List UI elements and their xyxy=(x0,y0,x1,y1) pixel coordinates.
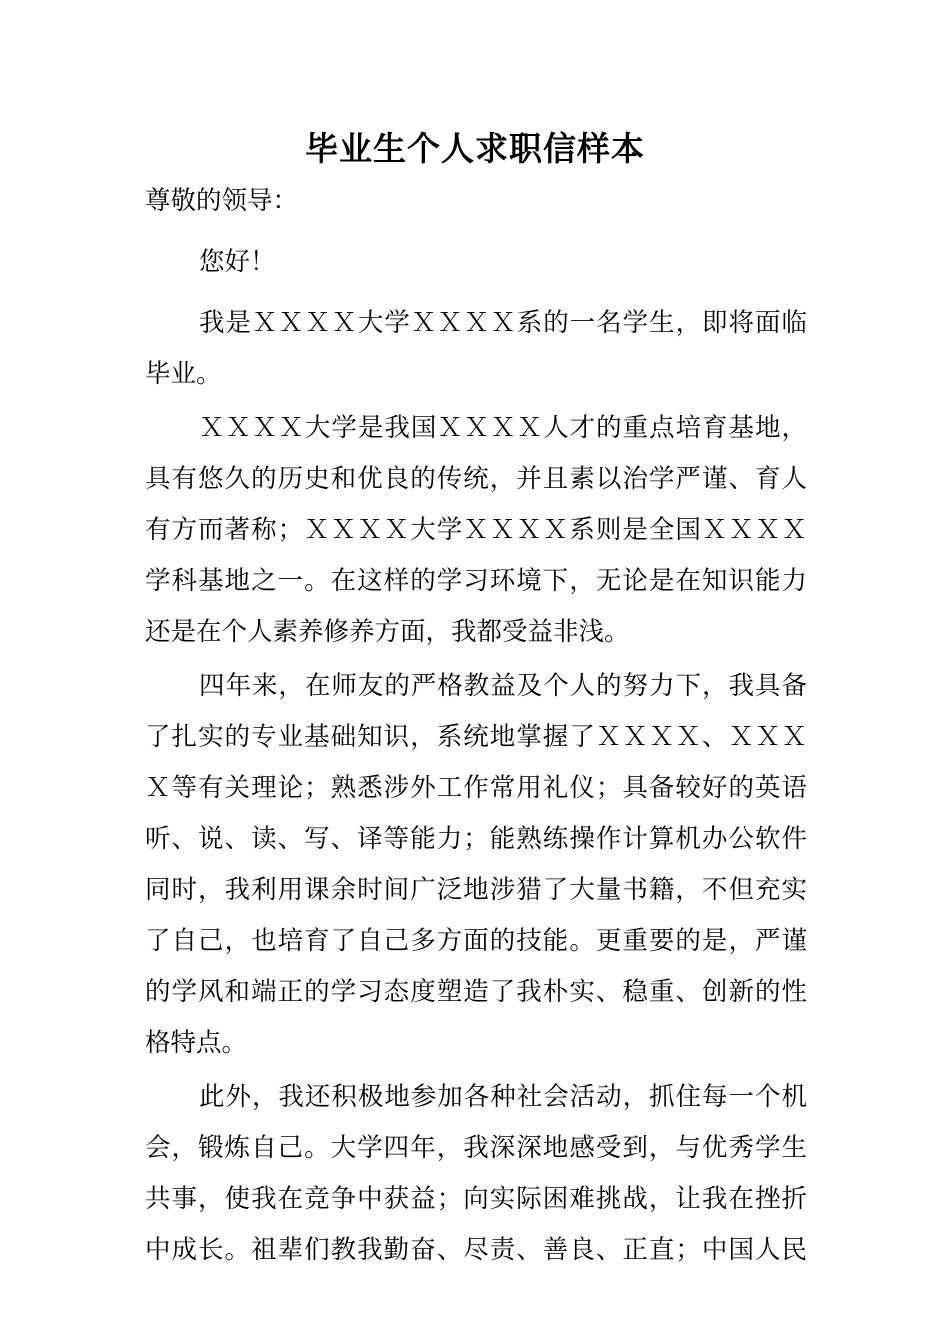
paragraph-line: 我是ＸＸＸＸ大学ＸＸＸＸ系的一名学生，即将面临 xyxy=(199,308,807,338)
paragraph-4 xyxy=(145,1072,807,1276)
paragraph-line: 还是在个人素养修养方面，我都受益非浅。 xyxy=(145,617,630,647)
paragraph-line: 了扎实的专业基础知识，系统地掌握了ＸＸＸＸ、ＸＸＸ xyxy=(145,722,807,752)
paragraph-2 xyxy=(145,403,807,658)
paragraph-3 xyxy=(145,661,807,1069)
paragraph-line: 听、说、读、写、译等能力；能熟练操作计算机办公软件 xyxy=(145,824,807,854)
paragraph-line: ＸＸＸＸ大学是我国ＸＸＸＸ人才的重点培育基地， xyxy=(199,413,807,443)
paragraph-line: 具有悠久的历史和优良的传统，并且素以治学严谨、育人 xyxy=(145,464,807,494)
greeting: 您好！ xyxy=(199,247,276,277)
paragraph-line: 了自己，也培育了自己多方面的技能。更重要的是，严谨 xyxy=(145,926,807,956)
paragraph-line: 四年来，在师友的严格教益及个人的努力下，我具备 xyxy=(199,671,807,701)
paragraph-line: 共事，使我在竞争中获益；向实际困难挑战，让我在挫折 xyxy=(145,1184,807,1214)
paragraph-line: 有方而著称；ＸＸＸＸ大学ＸＸＸＸ系则是全国ＸＸＸＸ xyxy=(145,515,807,545)
paragraph-line: 会，锻炼自己。大学四年，我深深地感受到，与优秀学生 xyxy=(145,1133,807,1163)
document-title: 毕业生个人求职信样本 xyxy=(305,129,645,168)
paragraph-line: 此外，我还积极地参加各种社会活动，抓住每一个机 xyxy=(199,1082,807,1112)
paragraph-line: 学科基地之一。在这样的学习环境下，无论是在知识能力 xyxy=(145,566,807,596)
paragraph-line: 同时，我利用课余时间广泛地涉猎了大量书籍，不但充实 xyxy=(145,875,807,905)
paragraph-line: Ｘ等有关理论；熟悉涉外工作常用礼仪；具备较好的英语 xyxy=(145,773,807,803)
paragraph-line: 格特点。 xyxy=(145,1028,248,1058)
salutation: 尊敬的领导： xyxy=(145,186,299,216)
paragraph-1 xyxy=(145,298,807,400)
letter-body xyxy=(145,176,807,1276)
paragraph-line: 毕业。 xyxy=(145,359,222,389)
paragraph-line: 的学风和端正的学习态度塑造了我朴实、稳重、创新的性 xyxy=(145,977,807,1007)
paragraph-line: 中成长。祖辈们教我勤奋、尽责、善良、正直；中国人民 xyxy=(145,1235,807,1265)
